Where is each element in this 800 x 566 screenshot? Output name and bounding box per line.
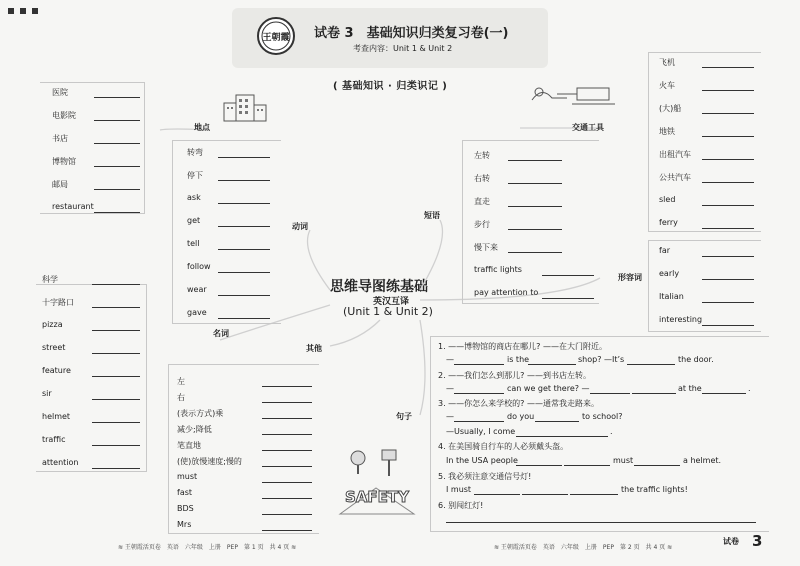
list-item: wear xyxy=(187,285,207,294)
answer-blank[interactable] xyxy=(508,206,562,207)
answer-blank[interactable] xyxy=(454,364,504,365)
sentence-text: . xyxy=(748,384,751,393)
answer-blank[interactable] xyxy=(92,353,140,354)
list-item: 直走 xyxy=(474,197,490,206)
answer-blank[interactable] xyxy=(218,203,270,204)
list-item: Italian xyxy=(659,292,684,301)
answer-blank[interactable] xyxy=(262,530,312,531)
list-item: 停下 xyxy=(187,171,203,180)
list-item: 地铁 xyxy=(659,127,675,136)
verbs-bracket xyxy=(172,140,281,324)
page-title: 试卷 3 基础知识归类复习卷(一) xyxy=(314,26,509,41)
list-item: 慢下来 xyxy=(474,243,498,252)
answer-blank[interactable] xyxy=(702,325,754,326)
list-item: 右转 xyxy=(474,174,490,183)
list-item: BDS xyxy=(177,504,194,513)
answer-blank[interactable] xyxy=(508,183,562,184)
answer-blank[interactable] xyxy=(542,298,594,299)
answer-blank[interactable] xyxy=(528,364,576,365)
footer-right: ≋ 王朝霞活页卷 英语 六年级 上册 PEP 第 2 页 共 4 页 ≋ xyxy=(494,544,673,551)
answer-blank[interactable] xyxy=(508,252,562,253)
answer-blank[interactable] xyxy=(94,212,140,213)
answer-blank[interactable] xyxy=(570,494,618,495)
sentence-text: . xyxy=(610,427,613,436)
list-item: 右 xyxy=(177,393,185,402)
list-item: 步行 xyxy=(474,220,490,229)
category-places: 地点 xyxy=(194,123,210,132)
category-others: 其他 xyxy=(306,344,322,353)
answer-blank[interactable] xyxy=(94,189,140,190)
answer-blank[interactable] xyxy=(702,302,754,303)
answer-blank[interactable] xyxy=(262,466,312,467)
answer-blank[interactable] xyxy=(262,482,312,483)
answer-blank[interactable] xyxy=(702,205,754,206)
section-banner: ( 基础知识 · 归类识记 ) xyxy=(333,81,448,92)
answer-blank[interactable] xyxy=(508,160,562,161)
center-subtitle: 英汉互译 xyxy=(373,297,410,307)
list-item: (使)放慢速度;慢的 xyxy=(177,457,242,466)
answer-blank[interactable] xyxy=(702,136,754,137)
answer-blank[interactable] xyxy=(94,166,140,167)
answer-blank[interactable] xyxy=(262,514,312,515)
answer-blank[interactable] xyxy=(446,522,756,523)
list-item: ferry xyxy=(659,218,678,227)
safety-sign-text: SAFETY xyxy=(345,488,409,506)
answer-blank[interactable] xyxy=(218,272,270,273)
sentence-text: — xyxy=(446,355,454,364)
center-title: 思维导图练基础 xyxy=(330,279,428,295)
answer-blank[interactable] xyxy=(218,318,270,319)
list-item: early xyxy=(659,269,680,278)
sentence-text: is the xyxy=(507,355,530,364)
answer-blank[interactable] xyxy=(702,159,754,160)
safety-sign-icon xyxy=(336,448,418,516)
answer-blank[interactable] xyxy=(702,113,754,114)
sentence-text: can we get there? — xyxy=(507,384,590,393)
list-item: feature xyxy=(42,366,71,375)
list-item: 火车 xyxy=(659,81,675,90)
list-item: pay attention to xyxy=(474,288,539,297)
list-item: Mrs xyxy=(177,520,192,529)
list-item: sir xyxy=(42,389,52,398)
answer-blank[interactable] xyxy=(702,67,754,68)
answer-blank[interactable] xyxy=(218,295,270,296)
svg-text:王朝霞: 王朝霞 xyxy=(262,33,290,43)
sentence-text: must xyxy=(613,456,634,465)
footer-left: ≋ 王朝霞活页卷 英语 六年级 上册 PEP 第 1 页 共 4 页 ≋ xyxy=(118,544,297,551)
answer-blank[interactable] xyxy=(92,307,140,308)
list-item: traffic lights xyxy=(474,265,522,274)
list-item: 书店 xyxy=(52,134,68,143)
sentence-prompt: 6. 别闯红灯! xyxy=(438,501,484,510)
answer-blank[interactable] xyxy=(454,421,504,422)
answer-blank[interactable] xyxy=(702,228,754,229)
list-item: far xyxy=(659,246,671,255)
list-item: follow xyxy=(187,262,211,271)
category-sentences: 句子 xyxy=(396,412,412,421)
answer-blank[interactable] xyxy=(92,445,140,446)
sentence-text: —Usually, I come xyxy=(446,427,516,436)
answer-blank[interactable] xyxy=(94,120,140,121)
answer-blank[interactable] xyxy=(474,494,520,495)
list-item: gave xyxy=(187,308,207,317)
list-item: (大)船 xyxy=(659,104,682,113)
answer-blank[interactable] xyxy=(508,229,562,230)
category-phrases: 短语 xyxy=(424,211,440,220)
answer-blank[interactable] xyxy=(218,157,270,158)
answer-blank[interactable] xyxy=(262,450,312,451)
list-item: interesting xyxy=(659,315,703,324)
sentence-text: shop? —It’s xyxy=(578,355,625,364)
answer-blank[interactable] xyxy=(94,143,140,144)
list-item: 科学 xyxy=(42,275,58,284)
answer-blank[interactable] xyxy=(92,422,140,423)
answer-blank[interactable] xyxy=(702,393,746,394)
answer-blank[interactable] xyxy=(702,182,754,183)
answer-blank[interactable] xyxy=(564,465,610,466)
list-item: must xyxy=(177,472,198,481)
list-item: 医院 xyxy=(52,88,68,97)
list-item: tell xyxy=(187,239,200,248)
list-item: 出租汽车 xyxy=(659,150,691,159)
sentence-text: do you xyxy=(507,412,535,421)
list-item: 左 xyxy=(177,377,185,386)
list-item: attention xyxy=(42,458,79,467)
answer-blank[interactable] xyxy=(634,465,680,466)
category-adjectives: 形容词 xyxy=(618,273,642,282)
places-bracket xyxy=(40,82,145,214)
center-unit-range: (Unit 1 & Unit 2) xyxy=(343,305,433,318)
page-subtitle: 考查内容：Unit 1 & Unit 2 xyxy=(353,44,453,53)
sentence-prompt: 5. 我必须注意交通信号灯! xyxy=(438,472,532,481)
sentence-text: the door. xyxy=(678,355,714,364)
answer-blank[interactable] xyxy=(522,494,568,495)
answer-blank[interactable] xyxy=(535,421,579,422)
category-verbs: 动词 xyxy=(292,222,308,231)
answer-blank[interactable] xyxy=(702,256,754,257)
list-item: sled xyxy=(659,195,676,204)
sentence-text: a helmet. xyxy=(683,456,722,465)
answer-blank[interactable] xyxy=(702,279,754,280)
list-item: 笔直地 xyxy=(177,441,201,450)
list-item: restaurant xyxy=(52,202,94,211)
sentence-prompt: 2. ——我们怎么到那儿? ——到书店左转。 xyxy=(438,371,591,380)
category-transport: 交通工具 xyxy=(572,123,604,132)
list-item: get xyxy=(187,216,201,225)
list-item: 博物馆 xyxy=(52,157,76,166)
answer-blank[interactable] xyxy=(702,90,754,91)
sentence-prompt: 1. ——博物馆的商店在哪儿? ——在大门附近。 xyxy=(438,342,607,351)
list-item: 左转 xyxy=(474,151,490,160)
answer-blank[interactable] xyxy=(632,393,676,394)
answer-blank[interactable] xyxy=(218,249,270,250)
list-item: ask xyxy=(187,193,201,202)
sentence-prompt: 4. 在美国骑自行车的人必须戴头盔。 xyxy=(438,442,569,451)
sentence-prompt: 3. ——你怎么来学校的? ——通常我走路来。 xyxy=(438,399,599,408)
list-item: fast xyxy=(177,488,193,497)
answer-blank[interactable] xyxy=(590,393,630,394)
list-item: pizza xyxy=(42,320,63,329)
answer-blank[interactable] xyxy=(262,434,312,435)
list-item: 电影院 xyxy=(52,111,76,120)
answer-blank[interactable] xyxy=(262,386,312,387)
page-label: 试卷 xyxy=(723,537,739,546)
list-item: street xyxy=(42,343,66,352)
page-number: 3 xyxy=(752,532,763,550)
answer-blank[interactable] xyxy=(454,393,504,394)
answer-blank[interactable] xyxy=(218,226,270,227)
answer-blank[interactable] xyxy=(516,465,562,466)
sentence-text: to school? xyxy=(582,412,623,421)
answer-blank[interactable] xyxy=(92,330,140,331)
sentence-text: — xyxy=(446,412,454,421)
sentence-text: at the xyxy=(678,384,702,393)
sentence-text: the traffic lights! xyxy=(621,485,688,494)
answer-blank[interactable] xyxy=(92,284,140,285)
sentence-text: — xyxy=(446,384,454,393)
answer-blank[interactable] xyxy=(94,97,140,98)
answer-blank[interactable] xyxy=(516,436,608,437)
list-item: traffic xyxy=(42,435,66,444)
answer-blank[interactable] xyxy=(262,498,312,499)
answer-blank[interactable] xyxy=(92,399,140,400)
list-item: 减少;降低 xyxy=(177,425,212,434)
list-item: helmet xyxy=(42,412,71,421)
answer-blank[interactable] xyxy=(262,418,312,419)
list-item: 转弯 xyxy=(187,148,203,157)
category-nouns: 名词 xyxy=(213,329,229,338)
answer-blank[interactable] xyxy=(262,402,312,403)
answer-blank[interactable] xyxy=(92,376,140,377)
sentence-text: In the USA people xyxy=(446,456,518,465)
list-item: (表示方式)乘 xyxy=(177,409,224,418)
answer-blank[interactable] xyxy=(218,180,270,181)
list-item: 邮局 xyxy=(52,180,68,189)
sentence-text: I must xyxy=(446,485,472,494)
list-item: 公共汽车 xyxy=(659,173,691,182)
answer-blank[interactable] xyxy=(542,275,594,276)
list-item: 飞机 xyxy=(659,58,675,67)
answer-blank[interactable] xyxy=(627,364,675,365)
list-item: 十字路口 xyxy=(42,298,74,307)
answer-blank[interactable] xyxy=(92,468,140,469)
